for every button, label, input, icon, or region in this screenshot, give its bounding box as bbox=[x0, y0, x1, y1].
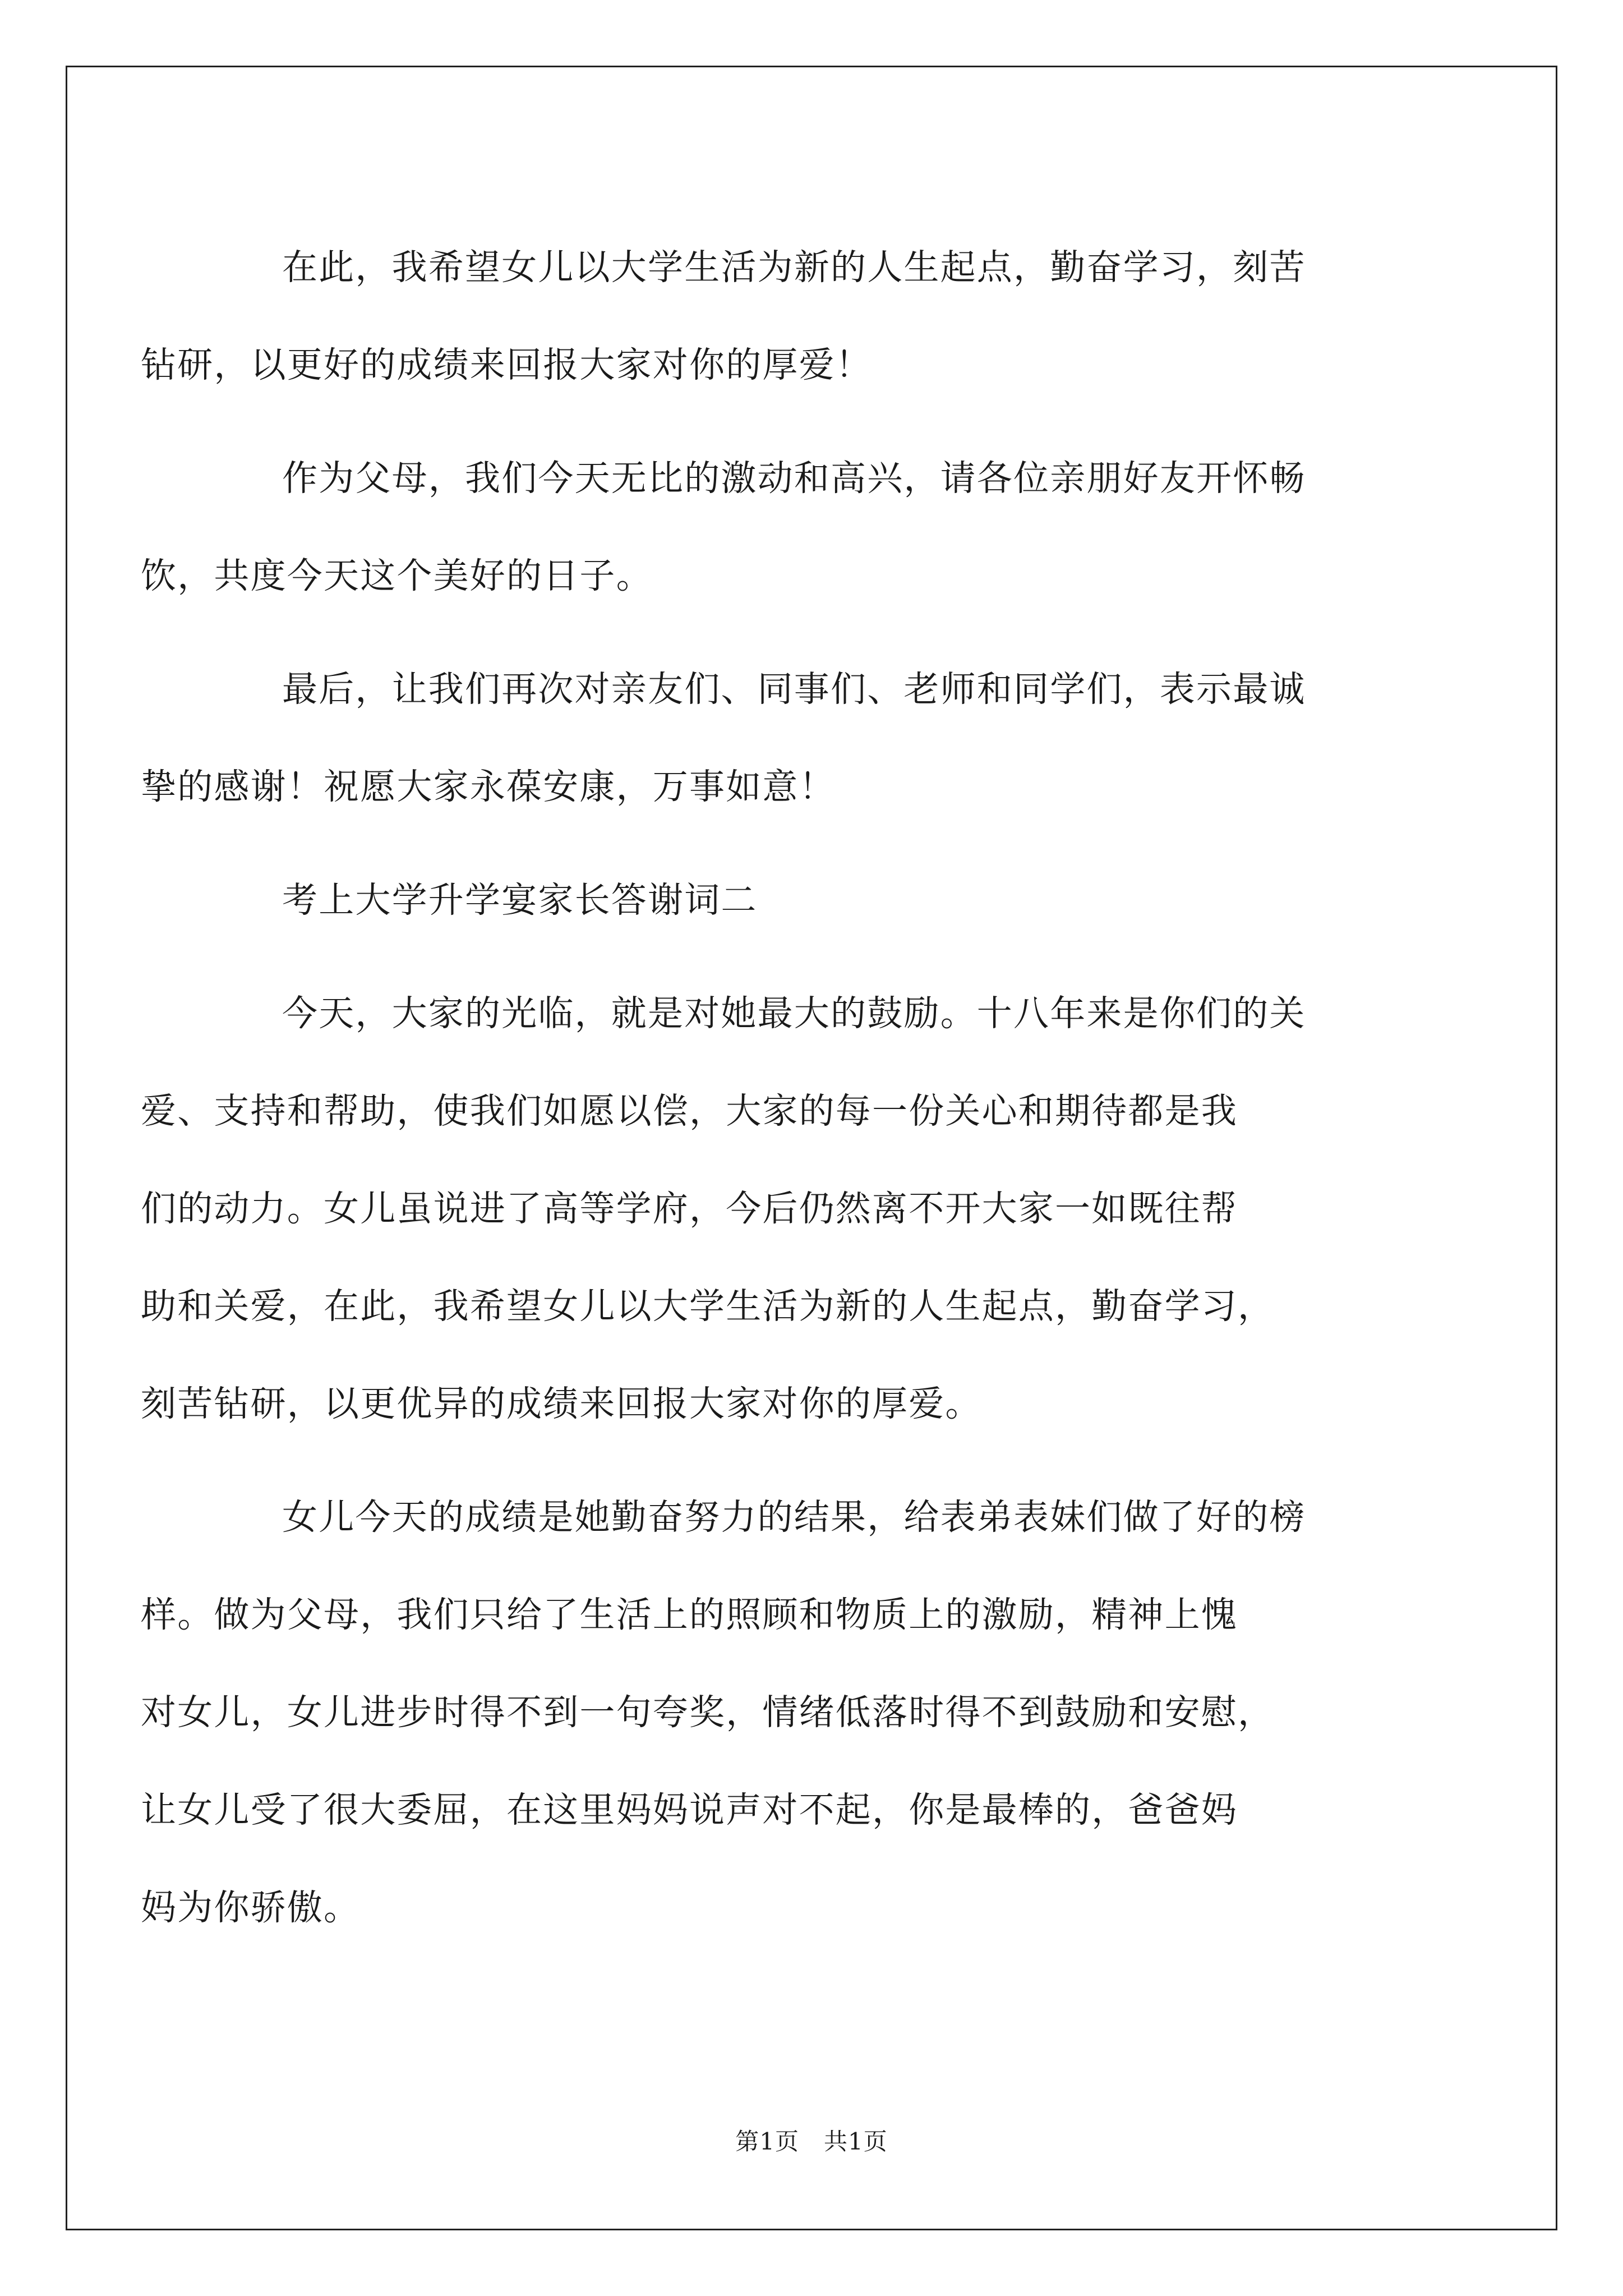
page-number: 第1页 bbox=[735, 2128, 799, 2155]
heading-line: 考上大学升学宴家长答谢词二 bbox=[282, 880, 758, 921]
text-line: 助和关爱，在此，我希望女儿以大学生活为新的人生起点，勤奋学习， bbox=[141, 1286, 1275, 1327]
text-line: 最后，让我们再次对亲友们、同事们、老师和同学们，表示最诚 bbox=[282, 669, 1306, 710]
text-line: 今天，大家的光临，就是对她最大的鼓励。十八年来是你们的关 bbox=[282, 993, 1306, 1034]
text-line: 在此，我希望女儿以大学生活为新的人生起点，勤奋学习，刻苦 bbox=[282, 247, 1306, 288]
document-body bbox=[141, 219, 1428, 1972]
text-line: 爱、支持和帮助，使我们如愿以偿，大家的每一份关心和期待都是我 bbox=[141, 1091, 1238, 1131]
page-footer bbox=[0, 2123, 1623, 2157]
text-line: 钻研，以更好的成绩来回报大家对你的厚爱！ bbox=[141, 344, 872, 385]
text-line: 妈为你骄傲。 bbox=[141, 1887, 361, 1928]
text-line: 样。做为父母，我们只给了生活上的照顾和物质上的激励，精神上愧 bbox=[141, 1594, 1238, 1635]
text-line: 挚的感谢！祝愿大家永葆安康，万事如意！ bbox=[141, 766, 836, 807]
text-line: 女儿今天的成绩是她勤奋努力的结果，给表弟表妹们做了好的榜 bbox=[282, 1497, 1306, 1538]
text-line: 作为父母，我们今天无比的激动和高兴，请各位亲朋好友开怀畅 bbox=[282, 458, 1306, 499]
paragraph-1 bbox=[141, 219, 1428, 414]
section-heading bbox=[211, 852, 1428, 949]
text-line: 让女儿受了很大委屈，在这里妈妈说声对不起，你是最棒的，爸爸妈 bbox=[141, 1789, 1238, 1830]
text-line: 们的动力。女儿虽说进了高等学府，今后仍然离不开大家一如既往帮 bbox=[141, 1188, 1238, 1229]
text-line: 饮，共度今天这个美好的日子。 bbox=[141, 555, 653, 596]
paragraph-5 bbox=[141, 965, 1428, 1453]
text-line: 刻苦钻研，以更优异的成绩来回报大家对你的厚爱。 bbox=[141, 1383, 982, 1424]
paragraph-6 bbox=[141, 1469, 1428, 1957]
paragraph-2 bbox=[141, 430, 1428, 625]
paragraph-3 bbox=[141, 641, 1428, 836]
page-total: 共1页 bbox=[824, 2128, 888, 2155]
text-line: 对女儿，女儿进步时得不到一句夸奖，情绪低落时得不到鼓励和安慰， bbox=[141, 1692, 1275, 1733]
